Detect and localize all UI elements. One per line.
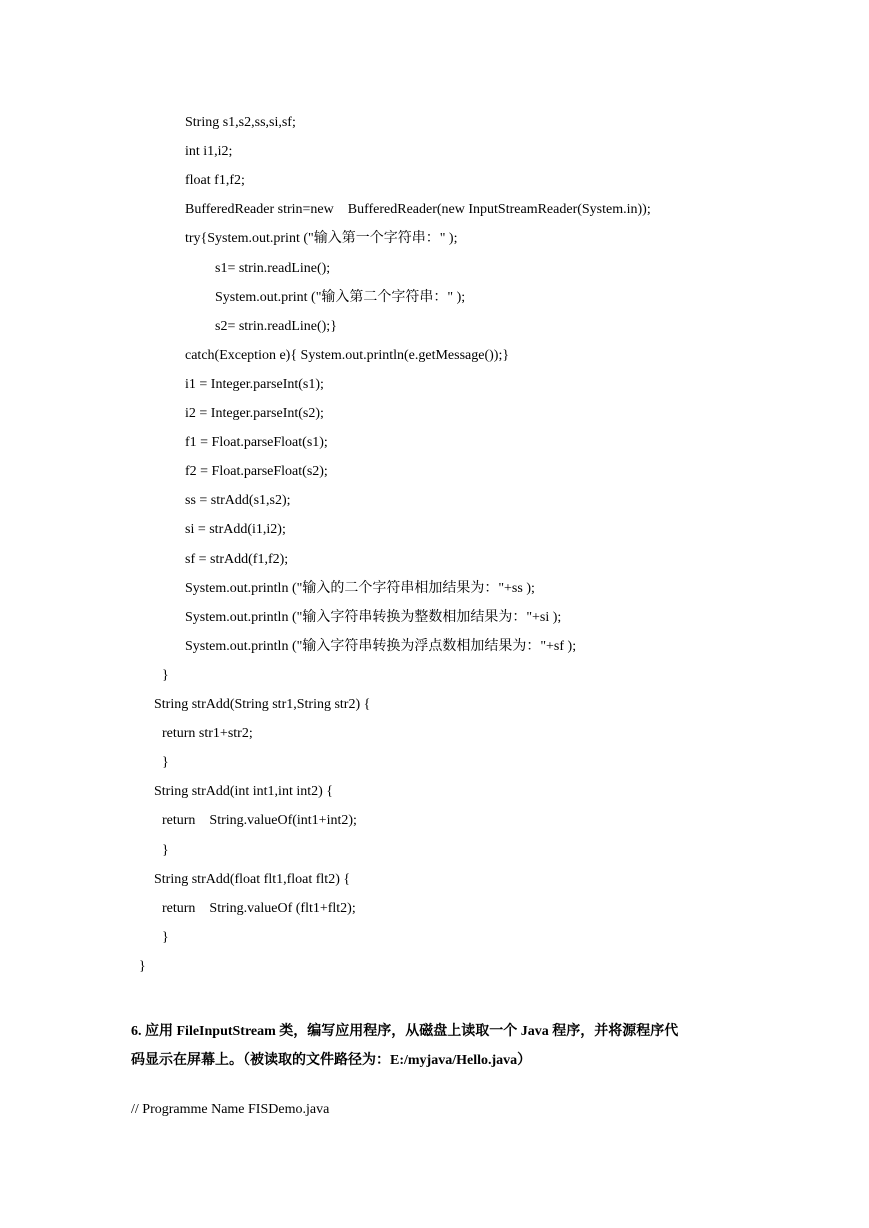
- code-line: ss = strAdd(s1,s2);: [185, 493, 291, 509]
- exercise-heading-line-1: 6. 应用 FileInputStream 类，编写应用程序，从磁盘上读取一个 Java 程序，并将源程序代: [131, 1024, 679, 1039]
- code-line: System.out.println ("输入的二个字符串相加结果为："+ss );: [185, 580, 535, 596]
- code-line: String s1,s2,ss,si,sf;: [185, 115, 296, 130]
- code-line: catch(Exception e){ System.out.println(e.getMessage());}: [185, 347, 510, 363]
- code-line: System.out.println ("输入字符串转换为整数相加结果为："+si );: [185, 609, 562, 625]
- code-line: sf = strAdd(f1,f2);: [185, 551, 289, 567]
- code-line: return String.valueOf (flt1+flt2);: [162, 900, 356, 916]
- code-line: f2 = Float.parseFloat(s2);: [185, 464, 328, 480]
- code-line: return String.valueOf(int1+int2);: [162, 813, 357, 829]
- code-line: s1= strin.readLine();: [215, 260, 331, 276]
- code-line: f1 = Float.parseFloat(s1);: [185, 435, 328, 451]
- code-line: try{System.out.print ("输入第一个字符串：" );: [185, 231, 458, 247]
- code-line: }: [162, 755, 169, 771]
- code-line: String strAdd(String str1,String str2) {: [154, 697, 371, 712]
- code-line: si = strAdd(i1,i2);: [185, 522, 286, 538]
- program-name-comment: // Programme Name FISDemo.java: [131, 1102, 330, 1117]
- code-line: i1 = Integer.parseInt(s1);: [185, 376, 324, 392]
- code-line: System.out.print ("输入第二个字符串：" );: [215, 289, 466, 305]
- code-line: }: [162, 929, 169, 945]
- code-line: float f1,f2;: [185, 173, 245, 189]
- code-line: String strAdd(int int1,int int2) {: [154, 784, 333, 800]
- code-line: BufferedReader strin=new BufferedReader(new InputStreamReader(System.in));: [185, 202, 651, 218]
- code-line: System.out.println ("输入字符串转换为浮点数相加结果为："+sf );: [185, 638, 577, 654]
- code-line: }: [139, 958, 146, 974]
- code-line: return str1+str2;: [162, 726, 253, 742]
- code-line: s2= strin.readLine();}: [215, 318, 337, 334]
- code-line: String strAdd(float flt1,float flt2) {: [154, 871, 351, 887]
- code-line: }: [162, 667, 169, 683]
- exercise-heading-line-2: 码显示在屏幕上。（被读取的文件路径为：E:/myjava/Hello.java）: [131, 1053, 532, 1068]
- code-line: int i1,i2;: [185, 144, 233, 160]
- code-line: }: [162, 842, 169, 858]
- code-line: i2 = Integer.parseInt(s2);: [185, 406, 324, 421]
- exercise-heading: [131, 1017, 751, 1075]
